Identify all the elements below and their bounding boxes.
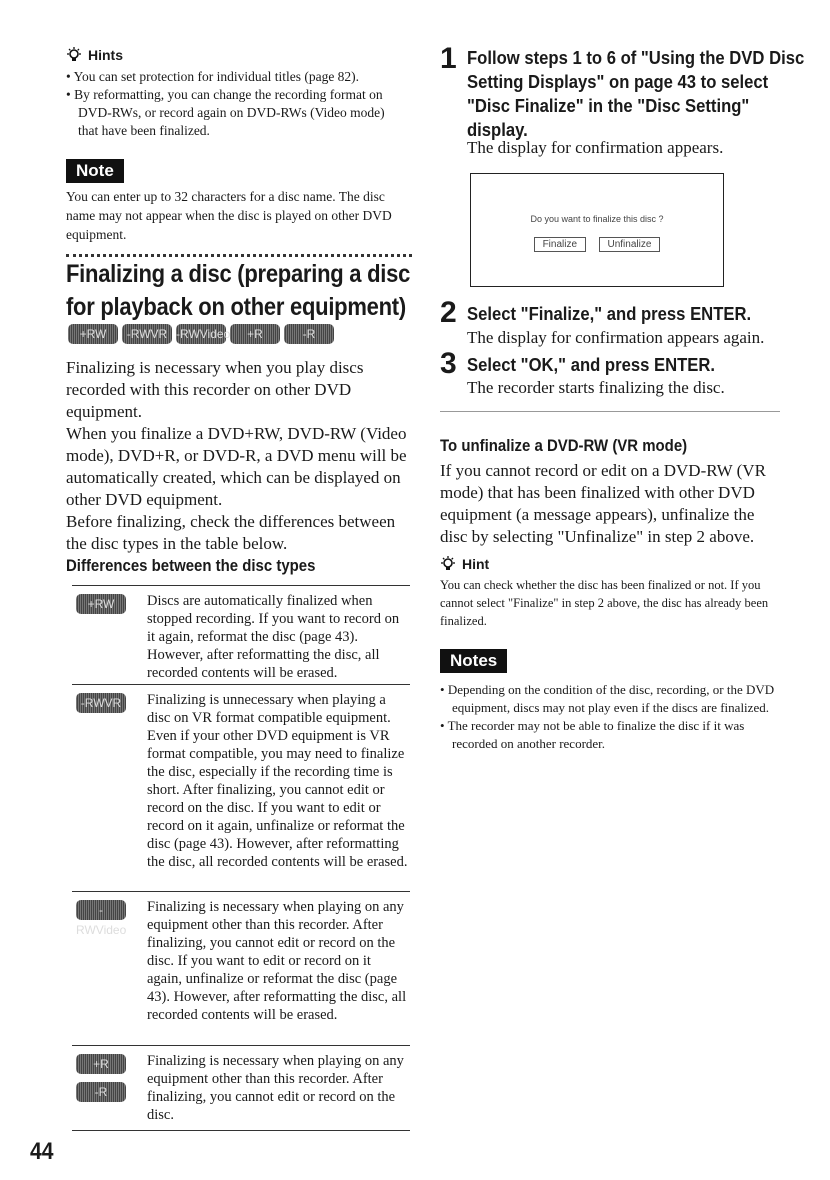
table-row — [72, 684, 410, 885]
disc-badge: -R — [284, 324, 334, 344]
step-title: Select "OK," and press ENTER. — [467, 354, 716, 375]
intro-paragraph: Finalizing is necessary when you play discs recorded with this recorder on other DVD equipment. — [66, 358, 364, 421]
step-body: The display for confirmation appears. — [467, 138, 724, 157]
table-row — [72, 1045, 410, 1131]
disc-badge: -RWVideo — [76, 900, 126, 920]
disc-badge: +RW — [68, 324, 118, 344]
table-row-text: Finalizing is necessary when playing on any equipment other than this recorder. After finalizing, you cannot edit or record on the disc. If you want to edit or record on it again, unfinalize or reformat the disc (page 43). However, after reformatting the disc, all recorded contents will be erased. — [147, 899, 407, 1023]
confirm-buttons — [471, 234, 723, 252]
unfinalize-text: If you cannot record or edit on a DVD-RW (VR mode) that has been finalized with other DVD equipment (a message appears), unfinalize the disc by selecting "Unfinalize" in step 2 above. — [440, 461, 766, 546]
unfinalize-heading: To unfinalize a DVD-RW (VR mode) — [440, 436, 688, 455]
disc-badge: -RWVR — [122, 324, 172, 344]
notes-badge: Notes — [440, 649, 507, 673]
disc-badge: -RWVR — [76, 693, 126, 713]
table-row — [72, 891, 410, 1040]
section-title: Finalizing a disc (preparing a disc for playback on other equipment) — [66, 260, 411, 321]
hint-title: Hint — [462, 556, 490, 572]
step-title: Select "Finalize," and press ENTER. — [467, 303, 752, 324]
page-number: 44 — [30, 1138, 54, 1165]
lightbulb-icon — [66, 47, 82, 63]
lightbulb-icon — [440, 556, 456, 572]
disc-badge: +R — [230, 324, 280, 344]
step-number: 2 — [440, 296, 457, 329]
table-row — [72, 585, 410, 680]
notes-list — [440, 681, 780, 753]
hint-text: You can check whether the disc has been finalized or not. If you cannot select "Finalize" in step 2 above, the disc has already been finalized. — [440, 578, 769, 628]
disc-badge: +R — [76, 1054, 126, 1074]
hint-heading — [440, 556, 489, 572]
note-item: • The recorder may not be able to finalize the disc if it was recorded on another recorder. — [440, 717, 780, 753]
hints-heading — [66, 47, 123, 63]
disc-badge: -R — [76, 1082, 126, 1102]
note-text: You can enter up to 32 characters for a disc name. The disc name may not appear when the disc is played on other DVD equipment. — [66, 189, 392, 242]
note-badge: Note — [66, 159, 124, 183]
intro-paragraph: When you finalize a DVD+RW, DVD-RW (Video mode), DVD+R, or DVD-R, a DVD menu will be automatically created, which can be displayed on other DVD equipment. — [66, 424, 407, 509]
intro-paragraph: Before finalizing, check the differences between the disc types in the table below. — [66, 512, 396, 553]
hints-title: Hints — [88, 47, 123, 63]
disc-badge-row — [68, 324, 338, 344]
unfinalize-button[interactable]: Unfinalize — [599, 237, 661, 252]
intro-text — [66, 357, 412, 555]
table-heading: Differences between the disc types — [66, 556, 316, 575]
section-rule — [66, 254, 412, 257]
table-row-text: Finalizing is necessary when playing on any equipment other than this recorder. After finalizing, you cannot edit or record on the disc. — [147, 1053, 404, 1123]
step-title-line: Setting Displays" on page 43 to select — [467, 71, 769, 92]
confirm-dialog — [470, 173, 724, 287]
step-number: 3 — [440, 347, 457, 380]
finalize-button[interactable]: Finalize — [534, 237, 586, 252]
note-item: • Depending on the condition of the disc, recording, or the DVD equipment, discs may not play even if the discs are finalized. — [440, 681, 780, 717]
step-title — [467, 46, 804, 142]
hint-item: • By reformatting, you can change the recording format on DVD-RWs, or record again on DVD-RWs (Video mode) that have been finalized. — [66, 86, 406, 140]
step-title-line: Follow steps 1 to 6 of "Using the DVD Disc — [467, 47, 805, 68]
step-title-line: "Disc Finalize" in the "Disc Setting" — [467, 95, 750, 116]
step-number: 1 — [440, 42, 457, 75]
step-title-line: display. — [467, 119, 528, 140]
divider — [440, 411, 780, 412]
disc-badge: -RWVideo — [176, 324, 226, 344]
hint-item: • You can set protection for individual titles (page 82). — [66, 68, 406, 86]
table-row-text: Discs are automatically finalized when stopped recording. If you want to record on it again, reformat the disc (page 43). However, after reformatting the disc, all recorded contents will be erased. — [147, 593, 400, 681]
disc-badge: +RW — [76, 594, 126, 614]
table-row-text: Finalizing is unnecessary when playing a disc on VR format compatible equipment. Even if your other DVD equipment is VR format compatible, you may need to finalize the disc, especially if the recording time is short. After finalizing, you cannot edit or record on the disc. If you want to edit or record on it again, unfinalize or reformat the disc (page 43). However, after reformatting the disc, all recorded contents will be erased. — [147, 692, 408, 870]
hints-list — [66, 68, 406, 140]
step-body: The display for confirmation appears again. — [467, 328, 765, 347]
step-body: The recorder starts finalizing the disc. — [467, 378, 725, 397]
confirm-question: Do you want to finalize this disc ? — [530, 214, 664, 224]
